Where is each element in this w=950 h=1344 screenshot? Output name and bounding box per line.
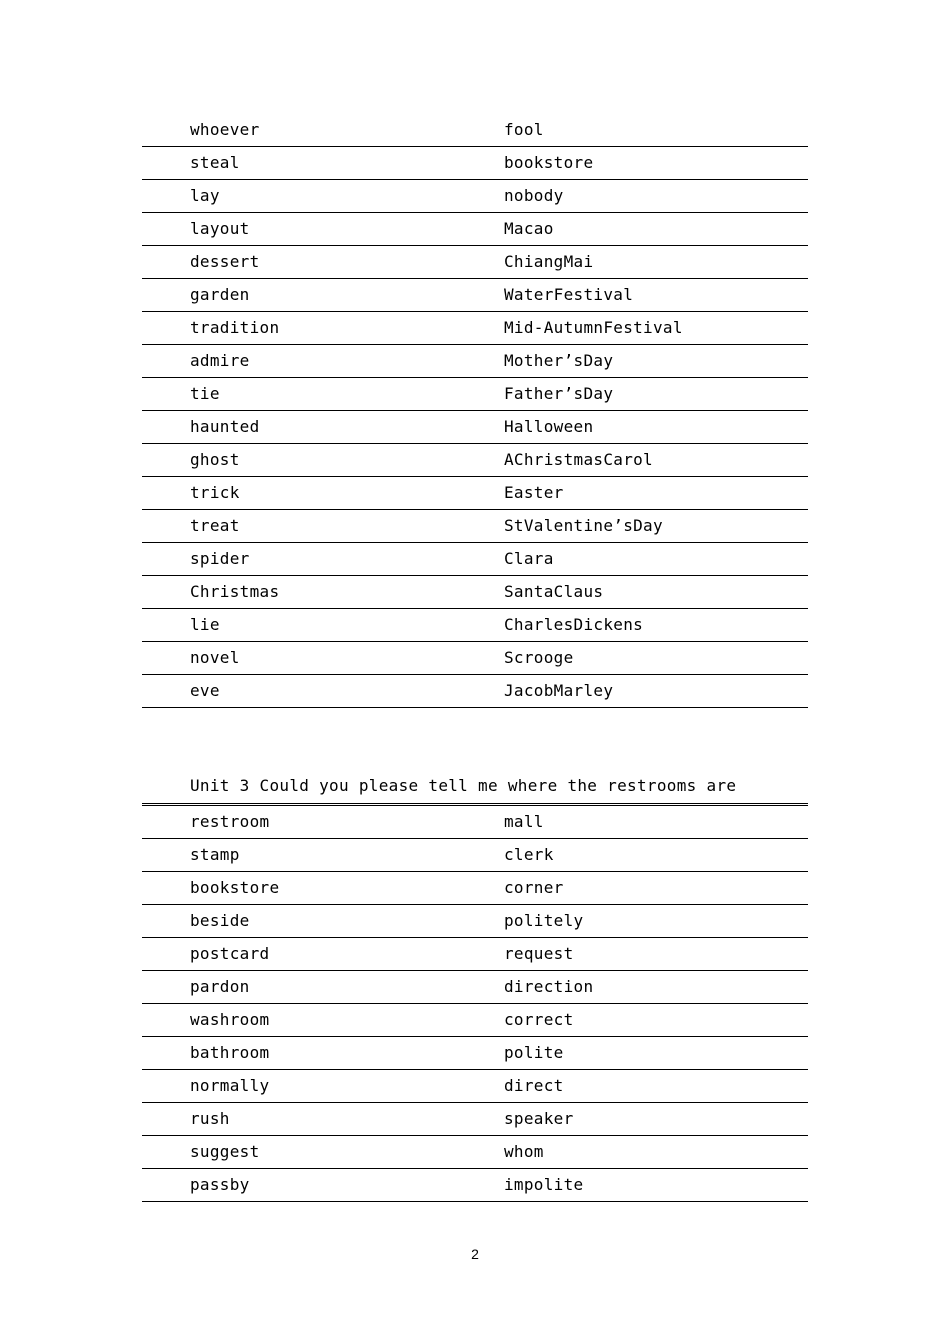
english-word: CharlesDickens xyxy=(504,615,644,634)
english-word: impolite xyxy=(504,1175,584,1194)
english-word: whom xyxy=(504,1142,544,1161)
vocabulary-table-2 xyxy=(142,806,808,1202)
table-row xyxy=(142,1004,808,1037)
english-word: bookstore xyxy=(190,878,280,897)
table-row xyxy=(142,246,808,279)
table-row xyxy=(142,806,808,839)
english-word: ChiangMai xyxy=(504,252,594,271)
english-word: layout xyxy=(190,219,250,238)
english-word: Halloween xyxy=(504,417,594,436)
english-word: rush xyxy=(190,1109,230,1128)
english-word: Christmas xyxy=(190,582,280,601)
english-word: ghost xyxy=(190,450,240,469)
english-word: lie xyxy=(190,615,220,634)
english-word: speaker xyxy=(504,1109,574,1128)
english-word: normally xyxy=(190,1076,270,1095)
english-word: Easter xyxy=(504,483,564,502)
english-word: spider xyxy=(190,549,250,568)
table-row xyxy=(142,510,808,543)
table-row xyxy=(142,147,808,180)
table-row xyxy=(142,839,808,872)
unit-heading-row xyxy=(142,768,808,806)
english-word: fool xyxy=(504,120,544,139)
english-word: passby xyxy=(190,1175,250,1194)
english-word: mall xyxy=(504,812,544,831)
table-row xyxy=(142,444,808,477)
english-word: Mid-AutumnFestival xyxy=(504,318,683,337)
table-row xyxy=(142,1169,808,1202)
table-row xyxy=(142,1070,808,1103)
english-word: direct xyxy=(504,1076,564,1095)
english-word: Clara xyxy=(504,549,554,568)
table-row xyxy=(142,477,808,510)
page-number: 2 xyxy=(471,1246,479,1262)
english-word: tradition xyxy=(190,318,280,337)
table-row xyxy=(142,675,808,708)
table-row xyxy=(142,938,808,971)
english-word: pardon xyxy=(190,977,250,996)
english-word: steal xyxy=(190,153,240,172)
english-word: politely xyxy=(504,911,584,930)
english-word: AChristmasCarol xyxy=(504,450,653,469)
table-row xyxy=(142,576,808,609)
english-word: correct xyxy=(504,1010,574,1029)
english-word: Scrooge xyxy=(504,648,574,667)
english-word: stamp xyxy=(190,845,240,864)
english-word: Father’sDay xyxy=(504,384,614,403)
english-word: bookstore xyxy=(504,153,594,172)
english-word: eve xyxy=(190,681,220,700)
english-word: WaterFestival xyxy=(504,285,634,304)
table-row xyxy=(142,345,808,378)
table-row xyxy=(142,180,808,213)
table-row xyxy=(142,312,808,345)
table-row xyxy=(142,1103,808,1136)
english-word: restroom xyxy=(190,812,270,831)
table-row xyxy=(142,114,808,147)
english-word: garden xyxy=(190,285,250,304)
english-word: suggest xyxy=(190,1142,260,1161)
english-word: bathroom xyxy=(190,1043,270,1062)
english-word: tie xyxy=(190,384,220,403)
english-word: trick xyxy=(190,483,240,502)
english-word: nobody xyxy=(504,186,564,205)
english-word: admire xyxy=(190,351,250,370)
english-word: corner xyxy=(504,878,564,897)
table-row xyxy=(142,543,808,576)
table-row xyxy=(142,378,808,411)
english-word: washroom xyxy=(190,1010,270,1029)
english-word: Macao xyxy=(504,219,554,238)
english-word: postcard xyxy=(190,944,270,963)
english-word: Mother’sDay xyxy=(504,351,614,370)
table-row xyxy=(142,642,808,675)
table-row xyxy=(142,609,808,642)
english-word: clerk xyxy=(504,845,554,864)
english-word: lay xyxy=(190,186,220,205)
english-word: polite xyxy=(504,1043,564,1062)
english-word: request xyxy=(504,944,574,963)
english-word: SantaClaus xyxy=(504,582,604,601)
english-word: JacobMarley xyxy=(504,681,614,700)
table-row xyxy=(142,905,808,938)
vocabulary-table-1 xyxy=(142,114,808,708)
table-row xyxy=(142,213,808,246)
table-row xyxy=(142,411,808,444)
table-row xyxy=(142,1136,808,1169)
table-row xyxy=(142,1037,808,1070)
english-word: beside xyxy=(190,911,250,930)
english-word: direction xyxy=(504,977,594,996)
english-word: StValentine’sDay xyxy=(504,516,663,535)
english-word: novel xyxy=(190,648,240,667)
table-row xyxy=(142,279,808,312)
english-word: treat xyxy=(190,516,240,535)
english-word: dessert xyxy=(190,252,260,271)
english-word: whoever xyxy=(190,120,260,139)
english-word: haunted xyxy=(190,417,260,436)
table-row xyxy=(142,971,808,1004)
table-row xyxy=(142,872,808,905)
unit-heading: Unit 3 Could you please tell me where the restrooms are xyxy=(190,776,737,795)
